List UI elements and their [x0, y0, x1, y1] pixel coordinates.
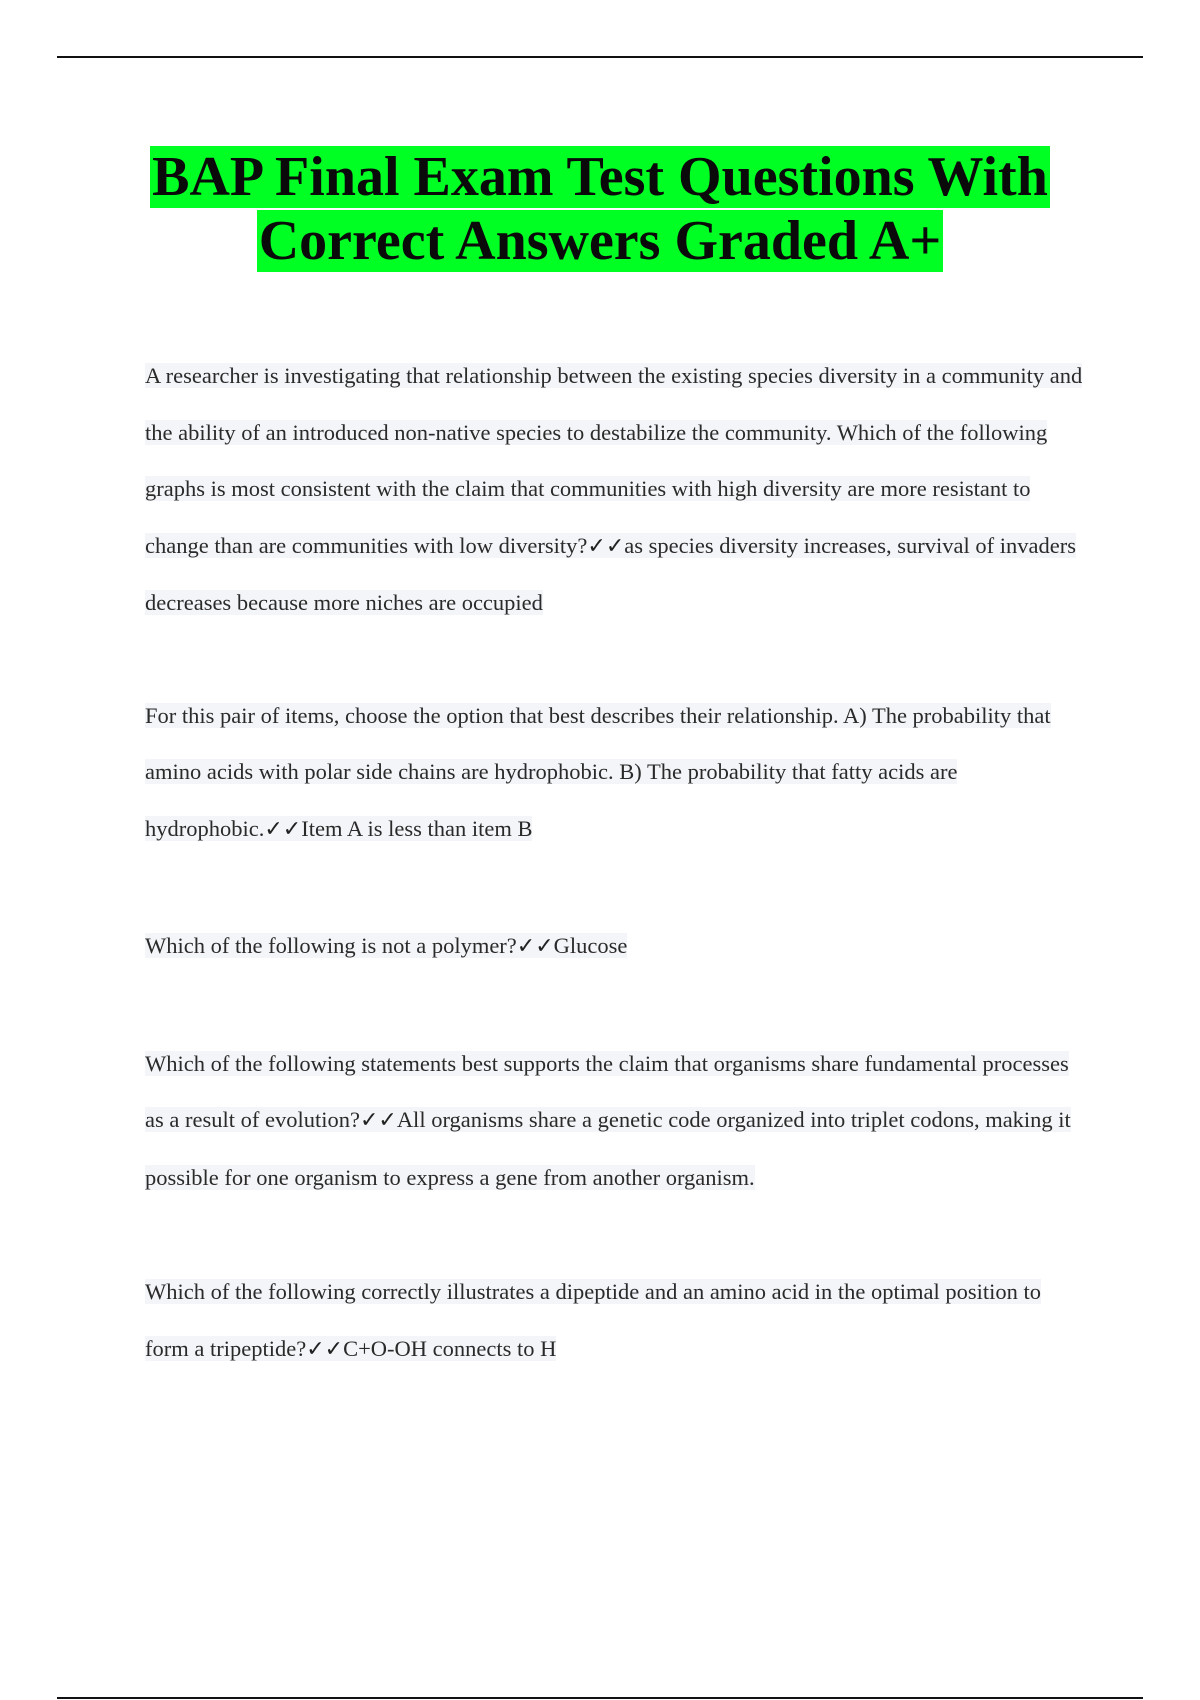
check-mark-icon: ✓✓ — [587, 533, 625, 559]
bottom-rule — [57, 1697, 1143, 1699]
question-text: For this pair of items, choose the option that best describes their relationship. A) The probability that amino acids with polar side chains are hydrophobic. B) The probability that fatty acids are hydrophobic. — [145, 702, 1051, 841]
qa-item — [145, 688, 1090, 859]
check-mark-icon: ✓✓ — [264, 816, 302, 842]
check-mark-icon: ✓✓ — [359, 1108, 397, 1133]
qa-item — [145, 1264, 1090, 1378]
qa-item — [145, 918, 1090, 976]
question-text: A researcher is investigating that relationship between the existing species diversity in a community and the ability of an introduced non-native species to destabilize the community. Which of the following graphs is most consistent with the claim that communities with high diversity are more resistant to change than are communities with low diversity? — [145, 363, 1083, 558]
answer-text: C+O-OH connects to H — [343, 1335, 557, 1361]
question-text: Which of the following is not a polymer? — [145, 933, 517, 958]
qa-list — [145, 348, 1090, 1378]
qa-item — [145, 1036, 1090, 1207]
question-text: Which of the following statements best supports the claim that organisms share fundamental processes as a result of evolution? — [145, 1050, 1069, 1132]
question-text: Which of the following correctly illustrates a dipeptide and an amino acid in the optimal position to form a tripeptide? — [145, 1279, 1042, 1361]
answer-text: as species diversity increases, survival of invaders decreases because more niches are occupied — [145, 532, 1077, 615]
title-line-2: Correct Answers Graded A+ — [258, 210, 942, 272]
answer-text: Item A is less than item B — [301, 815, 533, 841]
check-mark-icon: ✓✓ — [516, 934, 554, 959]
check-mark-icon: ✓✓ — [306, 1336, 344, 1362]
answer-text: Glucose — [553, 933, 628, 958]
top-rule — [57, 56, 1143, 58]
title-line-1: BAP Final Exam Test Questions With — [152, 146, 1048, 208]
qa-item — [145, 348, 1090, 632]
answer-text: All organisms share a genetic code organized into triplet codons, making it possible for one organism to express a gene from another organism. — [145, 1107, 1071, 1190]
document-title — [100, 145, 1100, 273]
